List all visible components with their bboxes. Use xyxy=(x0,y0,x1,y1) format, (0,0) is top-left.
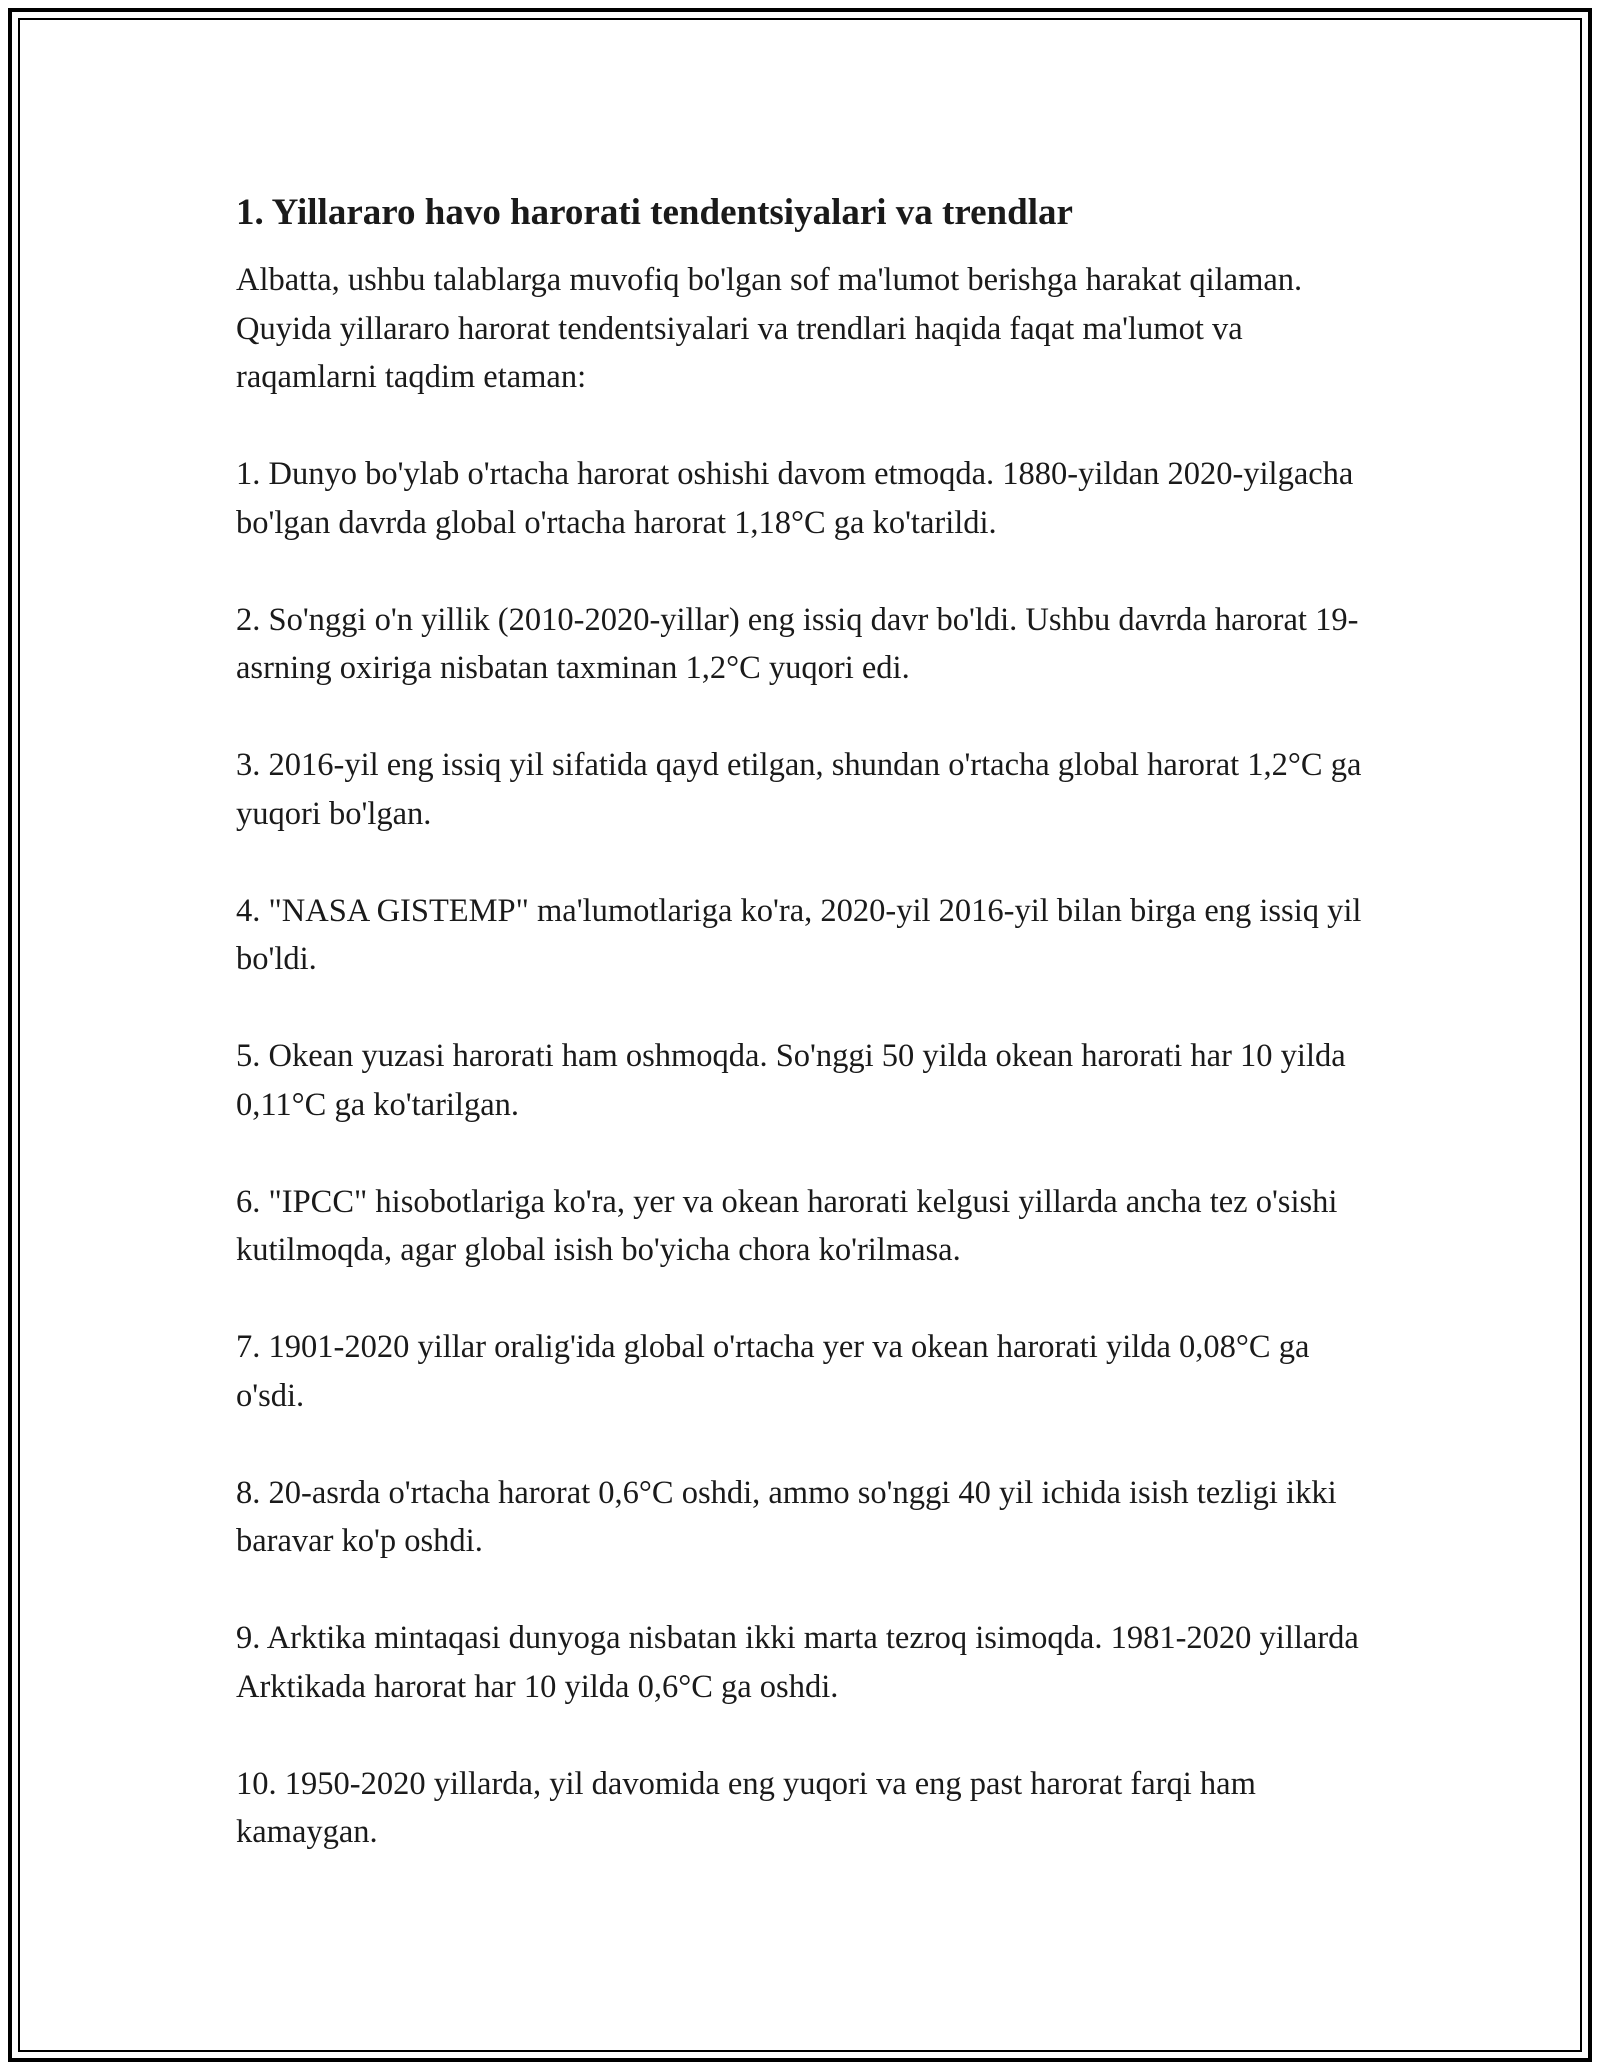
list-item-3: 3. 2016-yil eng issiq yil sifatida qayd etilgan, shundan o'rtacha global harorat 1,2°C ga yuqori bo'lgan. xyxy=(236,747,1362,832)
document-title: 1. Yillararo havo harorati tendentsiyalari va trendlar xyxy=(236,192,1073,233)
list-item-8: 8. 20-asrda o'rtacha harorat 0,6°C oshdi, ammo so'nggi 40 yil ichida isish tezligi ikki baravar ko'p oshdi. xyxy=(236,1474,1337,1559)
document-body xyxy=(236,188,1376,1905)
list-item-10: 10. 1950-2020 yillarda, yil davomida eng yuqori va eng past harorat farqi ham kamaygan. xyxy=(236,1765,1256,1850)
list-item-1: 1. Dunyo bo'ylab o'rtacha harorat oshishi davom etmoqda. 1880-yildan 2020-yilgacha bo'lgan davrda global o'rtacha harorat 1,18°C ga ko'tarildi. xyxy=(236,456,1354,541)
intro-paragraph: Albatta, ushbu talablarga muvofiq bo'lgan sof ma'lumot berishga harakat qilaman. Quyida yillararo harorat tendentsiyalari va trendlari haqida faqat ma'lumot va raqamlarni taqdim etaman: xyxy=(236,262,1303,395)
list-item-2: 2. So'nggi o'n yillik (2010-2020-yillar) eng issiq davr bo'ldi. Ushbu davrda harorat 19-asrning oxiriga nisbatan taxminan 1,2°C yuqori edi. xyxy=(236,601,1359,686)
list-item-6: 6. "IPCC" hisobotlariga ko'ra, yer va okean harorati kelgusi yillarda ancha tez o'sishi kutilmoqda, agar global isish bo'yicha chora ko'rilmasa. xyxy=(236,1183,1338,1268)
list-item-4: 4. "NASA GISTEMP" ma'lumotlariga ko'ra, 2020-yil 2016-yil bilan birga eng issiq yil bo'ldi. xyxy=(236,892,1362,977)
list-item-7: 7. 1901-2020 yillar oralig'ida global o'rtacha yer va okean harorati yilda 0,08°C ga o'sdi. xyxy=(236,1329,1310,1414)
list-item-9: 9. Arktika mintaqasi dunyoga nisbatan ikki marta tezroq isimoqda. 1981-2020 yillarda Arktikada harorat har 10 yilda 0,6°C ga oshdi. xyxy=(236,1620,1359,1705)
list-item-5: 5. Okean yuzasi harorati ham oshmoqda. So'nggi 50 yilda okean harorati har 10 yilda 0,11°C ga ko'tarilgan. xyxy=(236,1038,1346,1123)
